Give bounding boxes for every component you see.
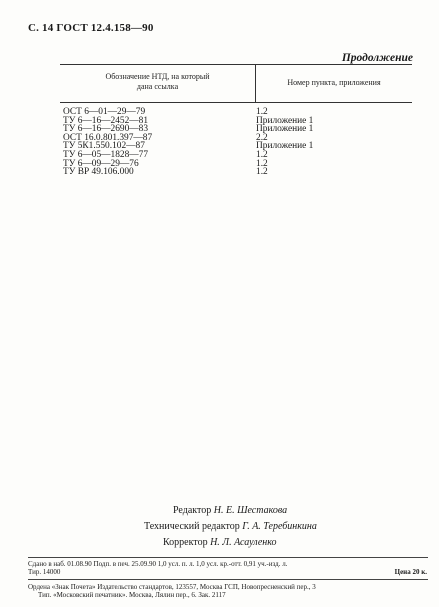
table-row-ref: 1.2 — [256, 149, 268, 160]
imprint-price: Цена 20 к. — [394, 568, 427, 576]
imprint-line2: Тир. 14000 — [28, 568, 61, 576]
corrector-credit — [163, 535, 277, 551]
corrector-role: Корректор — [163, 537, 208, 548]
table-top-rule — [60, 64, 412, 65]
table-row-doc: ОСТ 6—01—29—79 — [63, 107, 146, 117]
ref-column — [256, 108, 412, 177]
continuation-label: Продолжение — [341, 52, 413, 64]
table-header-ref: Номер пункта, приложения — [287, 78, 381, 87]
imprint-bottom-rule — [28, 579, 428, 580]
table-row-ref: 1.2 — [256, 167, 268, 178]
table-row-ref: 1.2 — [256, 158, 268, 169]
editor-credit — [173, 503, 287, 519]
table-header-rule — [60, 102, 412, 103]
table-row-ref: Приложение 1 — [256, 115, 314, 126]
table-row-doc: ТУ 6—16—2690—83 — [63, 124, 149, 135]
editor-name: Н. Е. Шестакова — [213, 505, 288, 516]
table-row-doc: ТУ 6—16—2452—81 — [63, 115, 149, 126]
table-header-doc-line2: дана ссылка — [136, 82, 179, 91]
table-row-doc: ТУ 6—09—29—76 — [63, 158, 139, 169]
table-row-ref: Приложение 1 — [256, 124, 314, 135]
imprint-line1: Сдано в наб. 01.08.90 Подп. в печ. 25.09.90 1,0 усл. п. л. 1,0 усл. кр.-отт. 0,91 уч.-изд. л. — [28, 560, 288, 568]
tech-editor-role: Технический редактор — [144, 521, 240, 532]
doc-column — [60, 108, 250, 177]
table-header-doc — [60, 72, 255, 92]
imprint-line4: Тип. «Московский печатник». Москва, Лялин пер., 6. Зак. 2117 — [38, 591, 226, 599]
table-header-doc-line1: Обозначение НТД, на который — [105, 72, 210, 81]
tech-editor-name: Г. А. Теребинкина — [242, 521, 317, 532]
imprint-top-rule — [28, 557, 428, 558]
imprint-line3: Ордена «Знак Почета» Издательство стандартов, 123557, Москва ГСП, Новопресненский пер., 3 — [28, 583, 316, 591]
table-row-ref: 1.2 — [256, 107, 268, 117]
editor-role: Редактор — [173, 505, 212, 516]
corrector-name: Н. Л. Асауленко — [210, 537, 277, 548]
page-header: С. 14 ГОСТ 12.4.158—90 — [28, 22, 154, 34]
table-row-doc: ОСТ 16.0.801.397—87 — [63, 132, 153, 143]
table-row-ref: 2.2 — [256, 132, 268, 143]
table-row-doc: ТУ ВР 49.106.000 — [63, 167, 134, 178]
table-row-doc: ТУ 5К1.550.102—87 — [63, 141, 145, 152]
table-row-doc: ТУ 6—05—1828—77 — [63, 149, 149, 160]
tech-editor-credit — [144, 519, 317, 535]
table-row-ref: Приложение 1 — [256, 141, 314, 152]
